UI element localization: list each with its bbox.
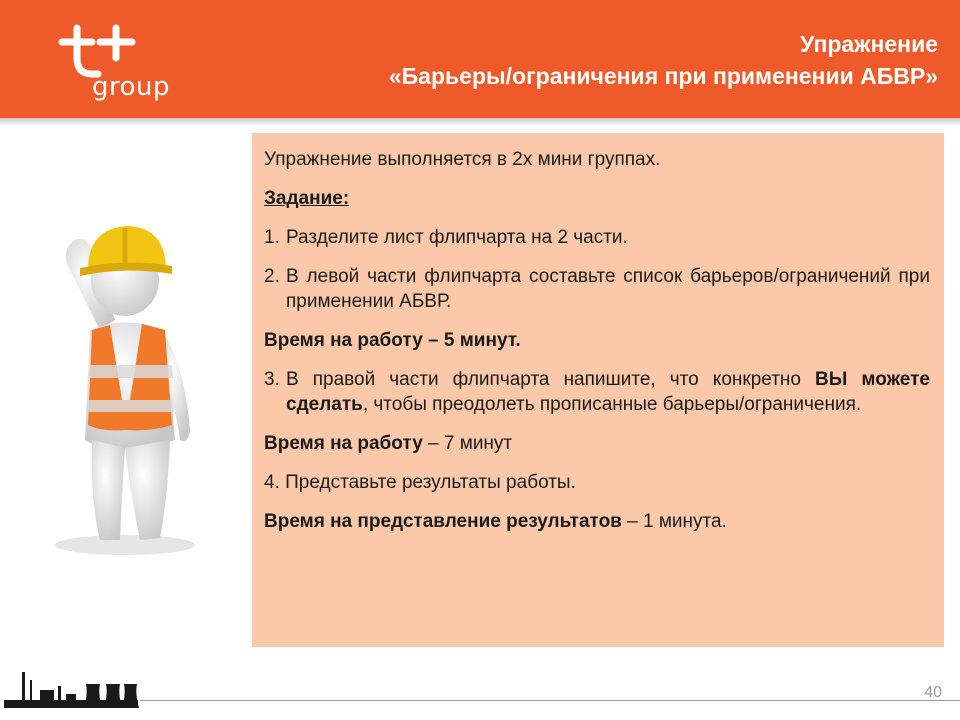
logo-text: group <box>92 72 171 102</box>
time-value: – 7 минут <box>422 433 513 454</box>
time-note-2 <box>264 431 930 456</box>
task-card <box>252 133 944 647</box>
item-number: 2. <box>264 266 280 287</box>
time-note-1: Время на работу – 5 минут. <box>264 330 521 351</box>
item-text-part: В правой части флипчарта напишите, что конкретно <box>286 369 816 390</box>
item-text: Разделите лист флипчарта на 2 части. <box>286 227 628 248</box>
time-label: Время на работу <box>264 433 423 454</box>
item-number: 3. <box>264 369 280 390</box>
header-shadow <box>0 118 960 126</box>
time-note-3 <box>264 509 930 534</box>
title-line-2: «Барьеры/ограничения при применении АБВР» <box>388 63 938 89</box>
item-number: 1. <box>264 227 280 248</box>
worker-figure-icon <box>30 200 210 560</box>
header-bar <box>0 0 960 118</box>
item-text-part: , чтобы преодолеть прописанные барьеры/ограничения. <box>362 394 862 415</box>
footer-divider <box>140 700 960 701</box>
item-text-bold: ВЫ можете сделать <box>286 369 930 415</box>
task-label: Задание: <box>264 188 350 209</box>
page-number: 40 <box>924 684 942 701</box>
title-line-1: Упражнение <box>800 31 938 57</box>
page-title <box>389 28 938 92</box>
intro-text: Упражнение выполняется в 2х мини группах. <box>264 149 661 170</box>
item-text: В левой части флипчарта составьте список барьеров/ограничений при применении АБВР. <box>286 266 930 312</box>
task-item-1 <box>264 225 930 250</box>
time-label: Время на представление результатов <box>264 511 622 532</box>
task-item-4: 4. Представьте результаты работы. <box>264 472 576 493</box>
time-value: – 1 минута. <box>621 511 727 532</box>
item-text <box>286 367 930 417</box>
task-item-2 <box>264 264 930 314</box>
industrial-skyline-icon <box>0 666 140 708</box>
task-item-3 <box>264 367 930 417</box>
